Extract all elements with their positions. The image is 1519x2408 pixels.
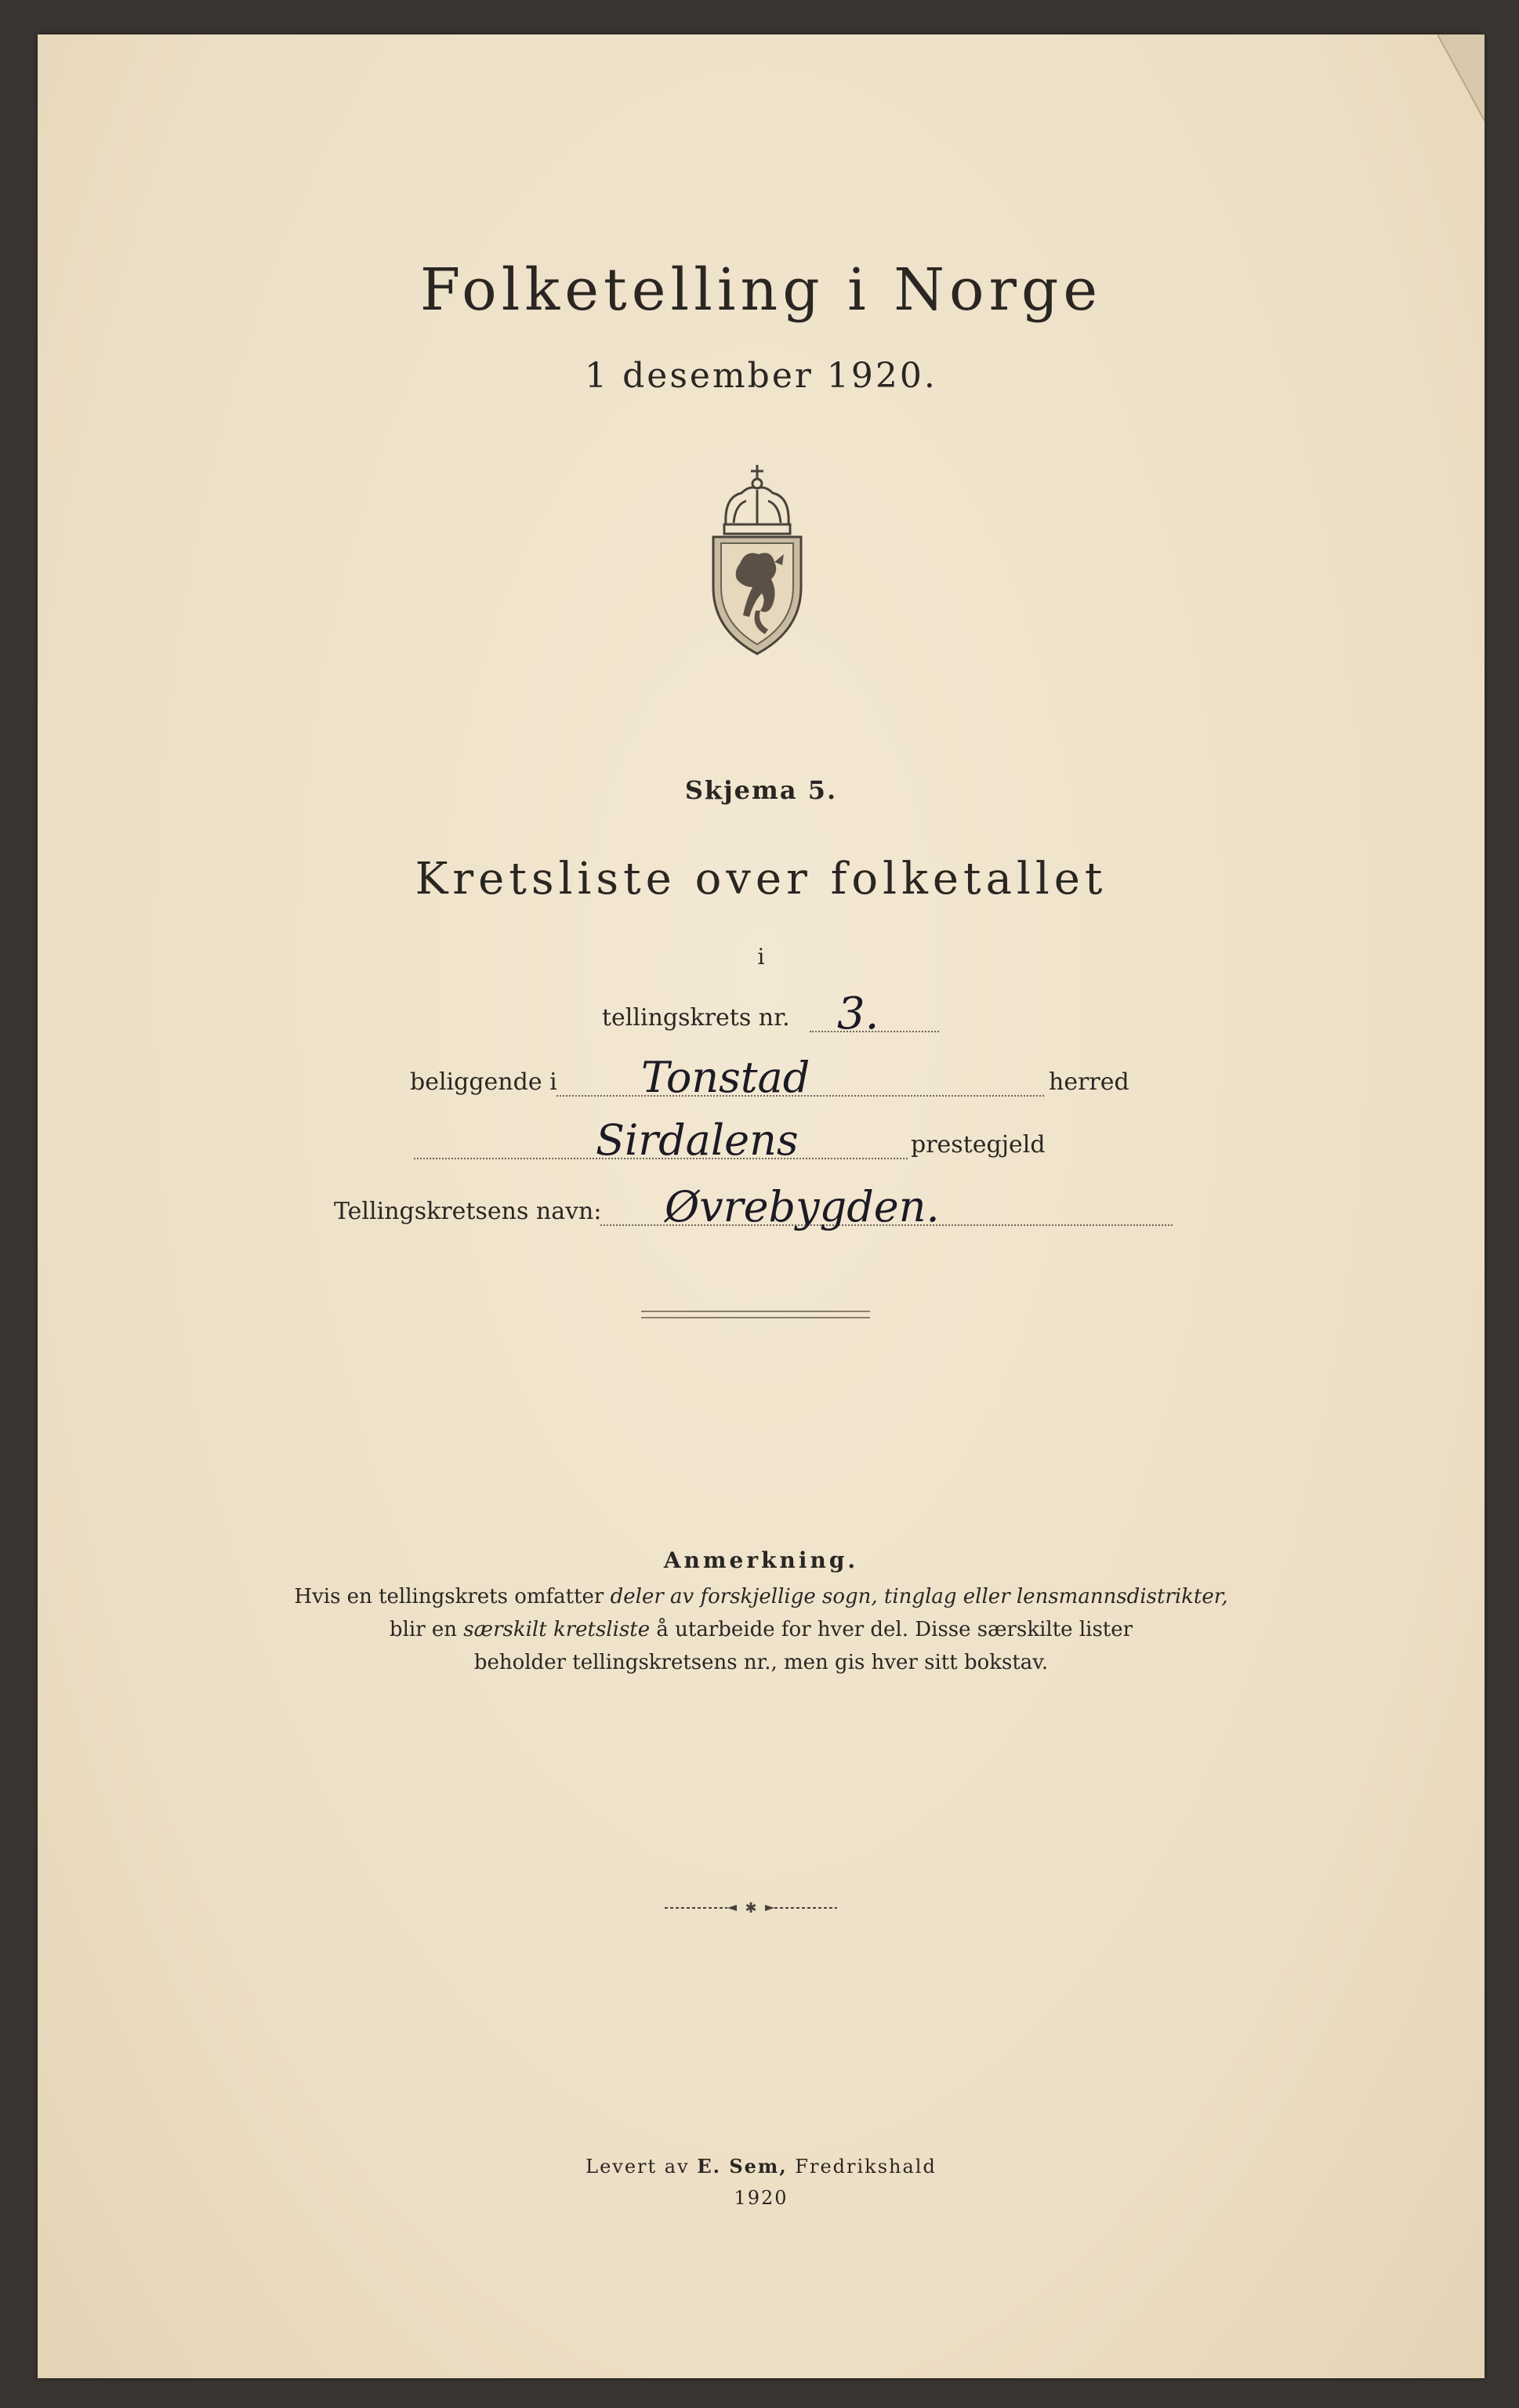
herred-row (38, 1053, 1485, 1104)
remark-heading: Anmerkning. (663, 1547, 859, 1573)
krets-name-label: Tellingskretsens navn: (334, 1198, 602, 1225)
printer-imprint (38, 2151, 1485, 2214)
prestegjeld-row (38, 1115, 1485, 1167)
prestegjeld-suffix-label: prestegjeld (911, 1131, 1046, 1159)
remark-line-1: Hvis en tellingskrets omfatter deler av forskjellige sogn, tinglag eller lensmannsdistrikter, (294, 1585, 1228, 1608)
census-form-page (38, 34, 1485, 2378)
ornament-divider-icon (665, 1900, 837, 1916)
krets-number-row (38, 988, 1485, 1042)
krets-number-value: 3. (837, 988, 879, 1039)
herred-value: Tonstad (641, 1053, 810, 1102)
schema-number: Skjema 5. (684, 775, 838, 805)
printer-line: Levert av E. Sem, Fredrikshald (585, 2155, 937, 2178)
krets-number-label: tellingskrets nr. (602, 1004, 790, 1032)
remark-line-3: beholder tellingskretsens nr., men gis hver sitt bokstav. (473, 1651, 1049, 1674)
connector-word: i (757, 944, 765, 970)
census-date: 1 desember 1920. (585, 356, 937, 396)
krets-name-value: Øvrebygden. (665, 1182, 940, 1231)
folded-corner-icon (1437, 34, 1485, 121)
norwegian-coat-of-arms-icon (702, 462, 812, 658)
prestegjeld-value: Sirdalens (596, 1115, 799, 1165)
form-title: Kretsliste over folketallet (415, 854, 1108, 905)
krets-name-row (38, 1182, 1485, 1234)
remark-line-2: blir en særskilt kretsliste å utarbeide for hver del. Disse særskilte lister (389, 1618, 1133, 1641)
printer-year: 1920 (734, 2187, 789, 2209)
svg-text:✱: ✱ (745, 1900, 757, 1916)
remark-text (38, 1580, 1485, 1679)
document-title: Folketelling i Norge (419, 256, 1103, 324)
herred-prefix-label: beliggende i (410, 1068, 557, 1096)
double-divider (641, 1311, 870, 1318)
herred-suffix-label: herred (1049, 1068, 1129, 1096)
